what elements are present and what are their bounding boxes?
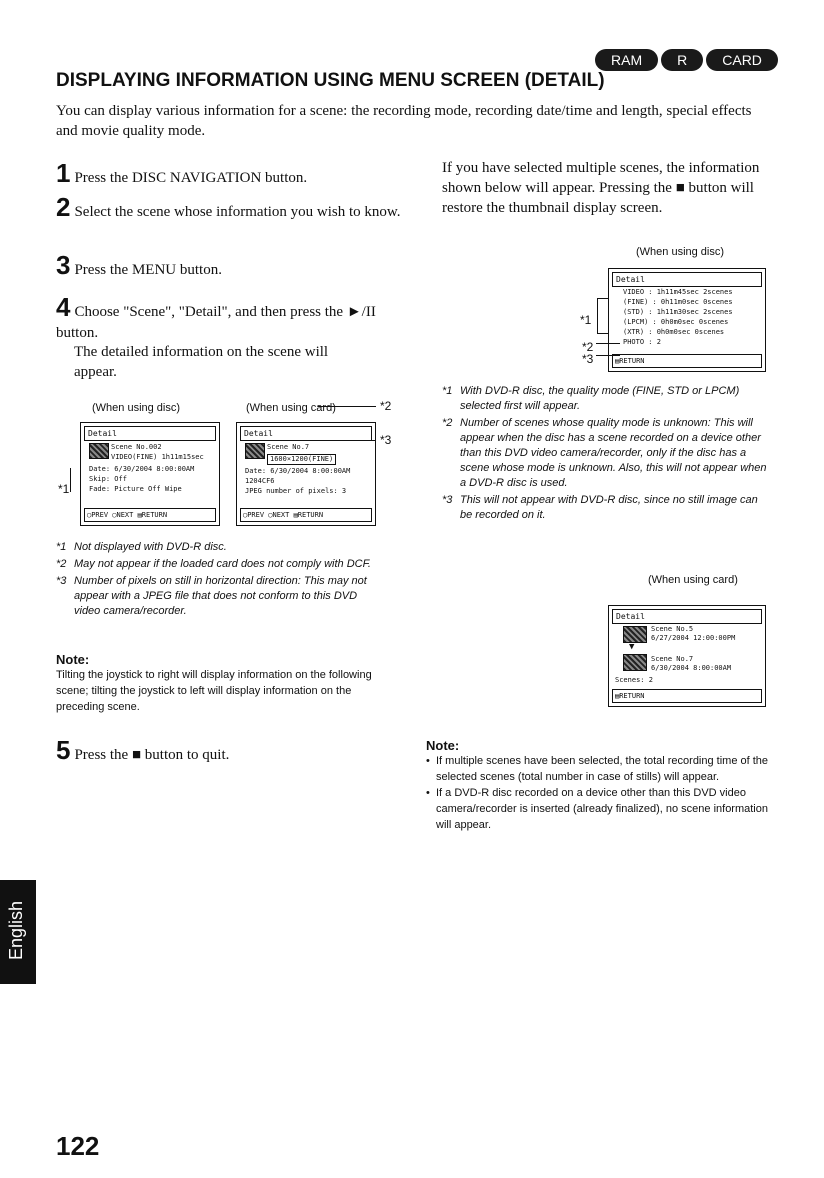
detail-screen-multi: Detail VIDEO : 1h11m45sec 2scenes (FINE) : 0h11m0sec 0scenes (STD) : 1h11m30sec 2scenes (LPCM) : 0h0m0sec 0scenes (XTR) : 0h0m0sec 0scenes PHOTO : 2 ▤RETURN xyxy=(608,268,766,372)
step-4-detail: The detailed information on the scene will appear. xyxy=(74,344,329,380)
footnote-3: *3 Number of pixels on still in horizontal direction: This may not appear with a JPEG file that does not conform to this DVD video camera/recorder. xyxy=(56,575,367,617)
note-bullet: • If multiple scenes have been selected, the total recording time of the selected scenes (total number in case of stills) will appear. xyxy=(426,753,772,785)
badge-card: CARD xyxy=(706,49,778,71)
media-badges xyxy=(592,49,778,71)
screen-footer: ▤RETURN xyxy=(612,689,762,703)
marker-1-right: *1 xyxy=(580,313,592,327)
step-4: 4 Choose "Scene", "Detail", and then press the ►/II button. xyxy=(56,292,376,341)
note-heading: Note: xyxy=(56,652,90,667)
detail-screen-card-multi: Detail Scene No.5 6/27/2004 12:00:00PM ▼ Scene No.7 6/30/2004 8:00:00AM Scenes: 2 ▤RETURN xyxy=(608,605,766,707)
note-bullet: • If a DVD-R disc recorded on a device other than this DVD video camera/recorder is inserted (already finalized), no scene information will appear. xyxy=(426,785,772,833)
step-1: 1 Press the DISC NAVIGATION button. xyxy=(56,158,308,188)
caption-disc: (When using disc) xyxy=(92,402,181,414)
left-footnotes xyxy=(56,540,386,619)
screen-title: Detail xyxy=(612,272,762,287)
right-intro: If you have selected multiple scenes, the information shown below will appear. Pressing the ■ button will restore the thumbnail display screen. xyxy=(442,160,760,216)
marker-3-right: *3 xyxy=(582,352,594,366)
note-text: Tilting the joystick to right will display information on the following scene; tilting the joystick to left will display information on the preceding scene. xyxy=(56,669,372,713)
screen-title: Detail xyxy=(612,609,762,624)
arrow-down-icon: ▼ xyxy=(629,642,635,652)
badge-r: R xyxy=(661,49,703,71)
note-heading: Note: xyxy=(426,738,460,753)
marker-2-right: *2 xyxy=(582,340,594,354)
marker-bracket-right xyxy=(597,298,608,334)
page-number: 122 xyxy=(56,1131,100,1161)
screen-footer: ◯PREV ◯NEXT ▤RETURN xyxy=(84,508,216,522)
screen-title: Detail xyxy=(240,426,372,441)
scene-thumbnail xyxy=(623,626,647,643)
screen-footer: ◯PREV ◯NEXT ▤RETURN xyxy=(240,508,372,522)
footnote-1: *1 Not displayed with DVD-R disc. xyxy=(56,541,227,553)
caption-disc-right: (When using disc) xyxy=(636,246,725,258)
caption-card-right: (When using card) xyxy=(648,574,738,586)
language-tab: English xyxy=(0,880,36,984)
detail-screen-disc: Detail Scene No.002 VIDEO(FINE) 1h11m15sec Date: 6/30/2004 8:00:00AM Skip: Off Fade: Picture Off Wipe ◯PREV ◯NEXT ▤RETURN xyxy=(80,422,220,526)
scene-thumbnail xyxy=(89,443,109,459)
intro-text: You can display various information for a scene: the recording mode, recording date/time and length, special effects and movie quality mode. xyxy=(56,103,752,139)
badge-ram: RAM xyxy=(595,49,658,71)
leader-line-3-right xyxy=(596,355,620,356)
caption-card: (When using card) xyxy=(246,402,336,414)
note-left xyxy=(56,652,396,715)
right-footnotes xyxy=(442,384,772,523)
note-right xyxy=(426,738,772,833)
leader-line-2-right xyxy=(596,343,620,344)
page-title: DISPLAYING INFORMATION USING MENU SCREEN (DETAIL) xyxy=(56,70,605,91)
footnote-1: *1 With DVD-R disc, the quality mode (FINE, STD or LPCM) selected first will appear. xyxy=(442,385,740,412)
steps-column xyxy=(56,158,408,382)
footnote-2: *2 May not appear if the loaded card does not comply with DCF. xyxy=(56,558,371,570)
detail-screen-card: Detail Scene No.7 1600×1200(FINE) Date: 6/30/2004 8:00:00AM 1204CF6 JPEG number of pixels: 3 ◯PREV ◯NEXT ▤RETURN xyxy=(236,422,376,526)
scene-thumbnail xyxy=(245,443,265,459)
screen-title: Detail xyxy=(84,426,216,441)
screen-footer: ▤RETURN xyxy=(612,354,762,368)
footnote-2: *2 Number of scenes whose quality mode is unknown: This will appear when the disc has a scene recorded on a device other than this DVD video camera/recorder, only if the disc has a scene whose mode is unknown. Also, this will not appear when a DVD-R disc is used. xyxy=(442,417,767,489)
marker-3: *3 xyxy=(380,433,392,447)
marker-2: *2 xyxy=(380,399,392,413)
marker-bracket xyxy=(70,468,72,492)
leader-line-3 xyxy=(346,440,376,441)
scene-thumbnail xyxy=(623,654,647,671)
leader-line-2 xyxy=(318,406,376,407)
step-2: 2 Select the scene whose information you wish to know. xyxy=(56,192,401,222)
step-3: 3 Press the MENU button. xyxy=(56,250,222,280)
marker-1-left: *1 xyxy=(58,482,70,496)
step-5: 5 Press the ■ button to quit. xyxy=(56,735,230,765)
footnote-3: *3 This will not appear with DVD-R disc, since no still image can be recorded on it. xyxy=(442,494,758,521)
